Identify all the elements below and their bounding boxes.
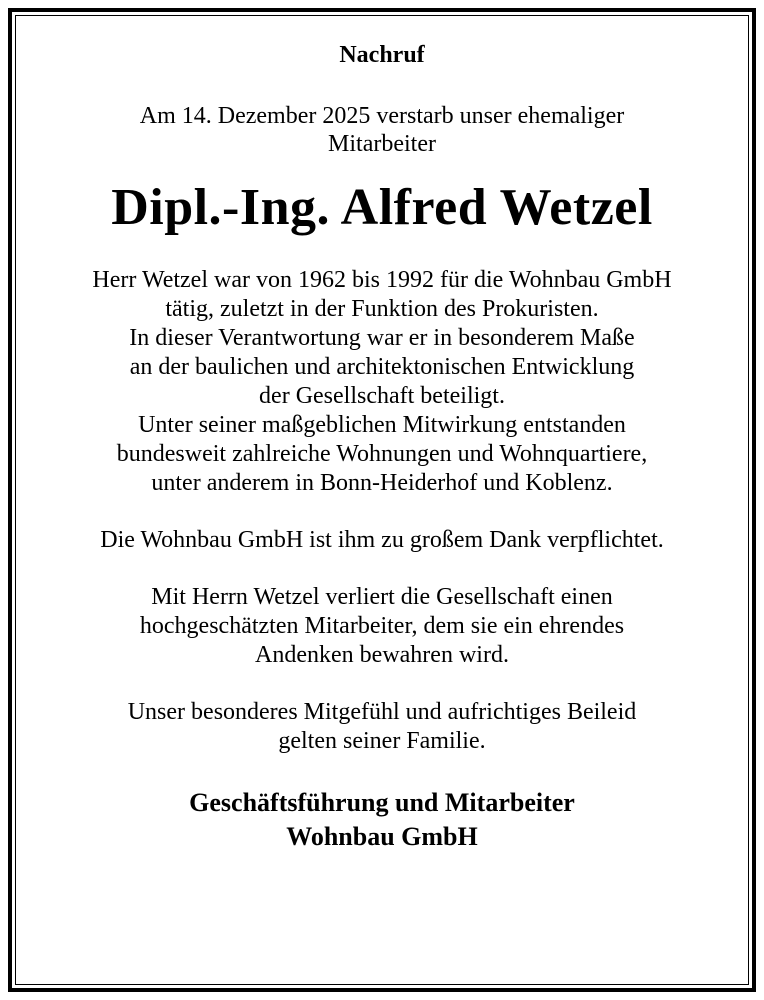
text-line: tätig, zuletzt in der Funktion des Prokuristen. (165, 296, 599, 322)
text-line: unter anderem in Bonn-Heiderhof und Koblenz. (151, 470, 613, 496)
obituary-notice (20, 40, 744, 854)
text-line: Herr Wetzel war von 1962 bis 1992 für die Wohnbau GmbH (92, 267, 672, 293)
paragraph-gratitude (20, 526, 744, 555)
text-line: der Gesellschaft beteiligt. (259, 383, 505, 409)
signature-line: Geschäftsführung und Mitarbeiter (189, 788, 575, 817)
text-line: Die Wohnbau GmbH ist ihm zu großem Dank verpflichtet. (100, 527, 664, 553)
text-line: gelten seiner Familie. (278, 728, 486, 754)
signature (20, 786, 744, 854)
intro-line: Mitarbeiter (328, 131, 436, 157)
paragraph-condolence (20, 698, 744, 756)
text-line: hochgeschätzten Mitarbeiter, dem sie ein ehrendes (139, 613, 625, 639)
text-line: an der baulichen und architektonischen Entwicklung (129, 354, 635, 380)
text-line: Mit Herrn Wetzel verliert die Gesellschaft einen (151, 584, 613, 610)
deceased-name: Dipl.-Ing. Alfred Wetzel (111, 179, 653, 236)
paragraph-career (20, 266, 744, 498)
text-line: Unter seiner maßgeblichen Mitwirkung entstanden (138, 412, 626, 438)
signature-line: Wohnbau GmbH (286, 822, 478, 851)
text-line: Unser besonderes Mitgefühl und aufrichtiges Beileid (127, 699, 637, 725)
notice-heading: Nachruf (339, 42, 425, 68)
paragraph-remembrance (20, 583, 744, 670)
text-line: bundesweit zahlreiche Wohnungen und Wohnquartiere, (116, 441, 648, 467)
text-line: Andenken bewahren wird. (255, 642, 509, 668)
text-line: In dieser Verantwortung war er in besonderem Maße (129, 325, 635, 351)
intro-line: Am 14. Dezember 2025 verstarb unser ehemaliger (139, 103, 625, 129)
intro-text (20, 102, 744, 158)
